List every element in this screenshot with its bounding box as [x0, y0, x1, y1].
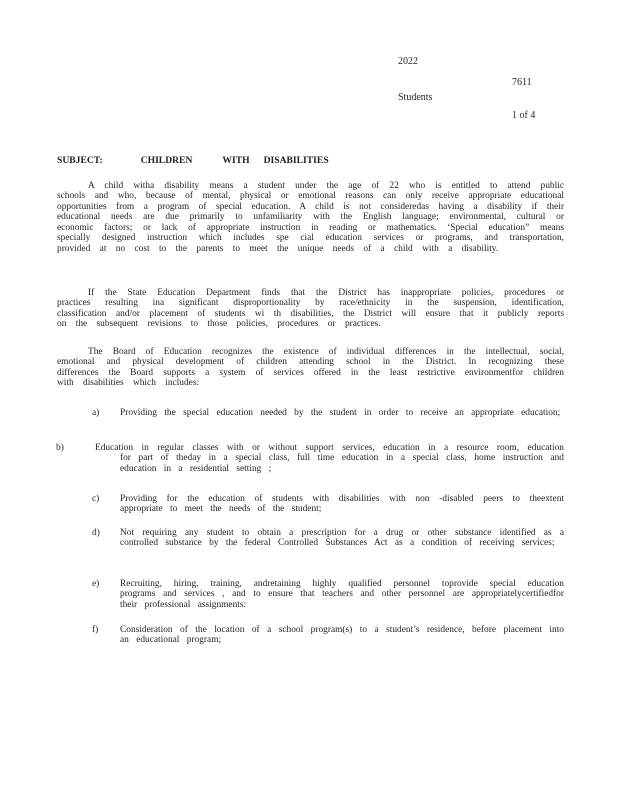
list-text: Providing for the education of students with disabilities with non -disabled peers to theextent appropriate to meet the needs of the student; — [120, 494, 564, 515]
list-item-d — [57, 528, 564, 549]
paragraph-board-recognition: The Board of Education recognizes the existence of individual differences in the intellectual, social, emotional and physical development of children attending school in the District. In recognizing these differences the Board supports a system of services offered in the least restrictive environmentfor children with disabilities which includes: — [57, 347, 564, 389]
paragraph-definition: A child witha disability means a student under the age of 22 who is entitled to attend public schools and who, because of mental, physical or emotional reasons can only receive appropriate educational opportunities from a program of special education. A child is not consideredas having a disability if their educational needs are due primarily to unfamiliarity with the English language; environmental, cultural or economic factors; or lack of appropriate instruction in reading or mathematics. ‘Special education” means specially designed instruction which includes spe cial education services or programs, and transportation, provided at no cost to the parents to meet the unique needs of a child with a disability. — [57, 181, 564, 254]
list-marker: a) — [92, 408, 100, 418]
header-section: Students — [398, 92, 433, 103]
list-item-e — [57, 579, 564, 610]
list-marker: e) — [92, 579, 100, 589]
list-item-f — [57, 625, 564, 646]
header-page-indicator: 1 of 4 — [512, 110, 536, 121]
subject-word: CHILDREN — [140, 155, 193, 166]
list-text: Not requiring any student to obtain a prescription for a drug or other substance identified as a controlled substance by the federal Controlled Substances Act as a condition of receiving services; — [120, 528, 564, 549]
list-item-c — [57, 494, 564, 515]
header-policy-number: 7611 — [512, 77, 532, 88]
subject-label: SUBJECT: — [57, 155, 103, 166]
header-policy-block — [512, 55, 535, 143]
list-marker: f) — [92, 625, 99, 635]
list-marker: c) — [92, 494, 100, 504]
list-text: Providing the special education needed by the student in order to receive an appropriate education; — [120, 408, 561, 418]
list-marker: d) — [92, 528, 100, 538]
header-year: 2022 — [398, 56, 418, 67]
list-text: Education in regular classes with or without support services, education in a resource room, education for part of theday in a special class, full time education in a special class, home instruction and education in a residential setting ; — [95, 443, 564, 474]
subject-word: DISABILITIES — [263, 155, 329, 166]
list-text: Recruiting, hiring, training, andretaining highly qualified personnel toprovide special education programs and services , and to ensure that teachers and other personnel are appropriatelycertifiedfor their professional assignments: — [120, 579, 564, 610]
subject-line — [57, 155, 564, 166]
paragraph-sed-disproportionality: If the State Education Department finds that the District has inappropriate policies, procedures or practices resulting ina significant disproportionality by race/ethnicity in the suspension, identification, classification and/or placement of students wi th disabilities, the District will ensure that it publicly reports on the subsequent revisions to those policies, procedures or practices. — [57, 288, 564, 330]
list-text: Consideration of the location of a school program(s) to a student’s residence, before placement into an educational program; — [120, 625, 564, 646]
subject-word: WITH — [222, 155, 250, 166]
list-item-b: b) Education in regular classes with or without support services, education in a resource room, education for part of theday in a special class, full time education in a special class, home instruction and education in a residential setting ; — [56, 443, 564, 474]
list-item-a — [57, 408, 564, 418]
